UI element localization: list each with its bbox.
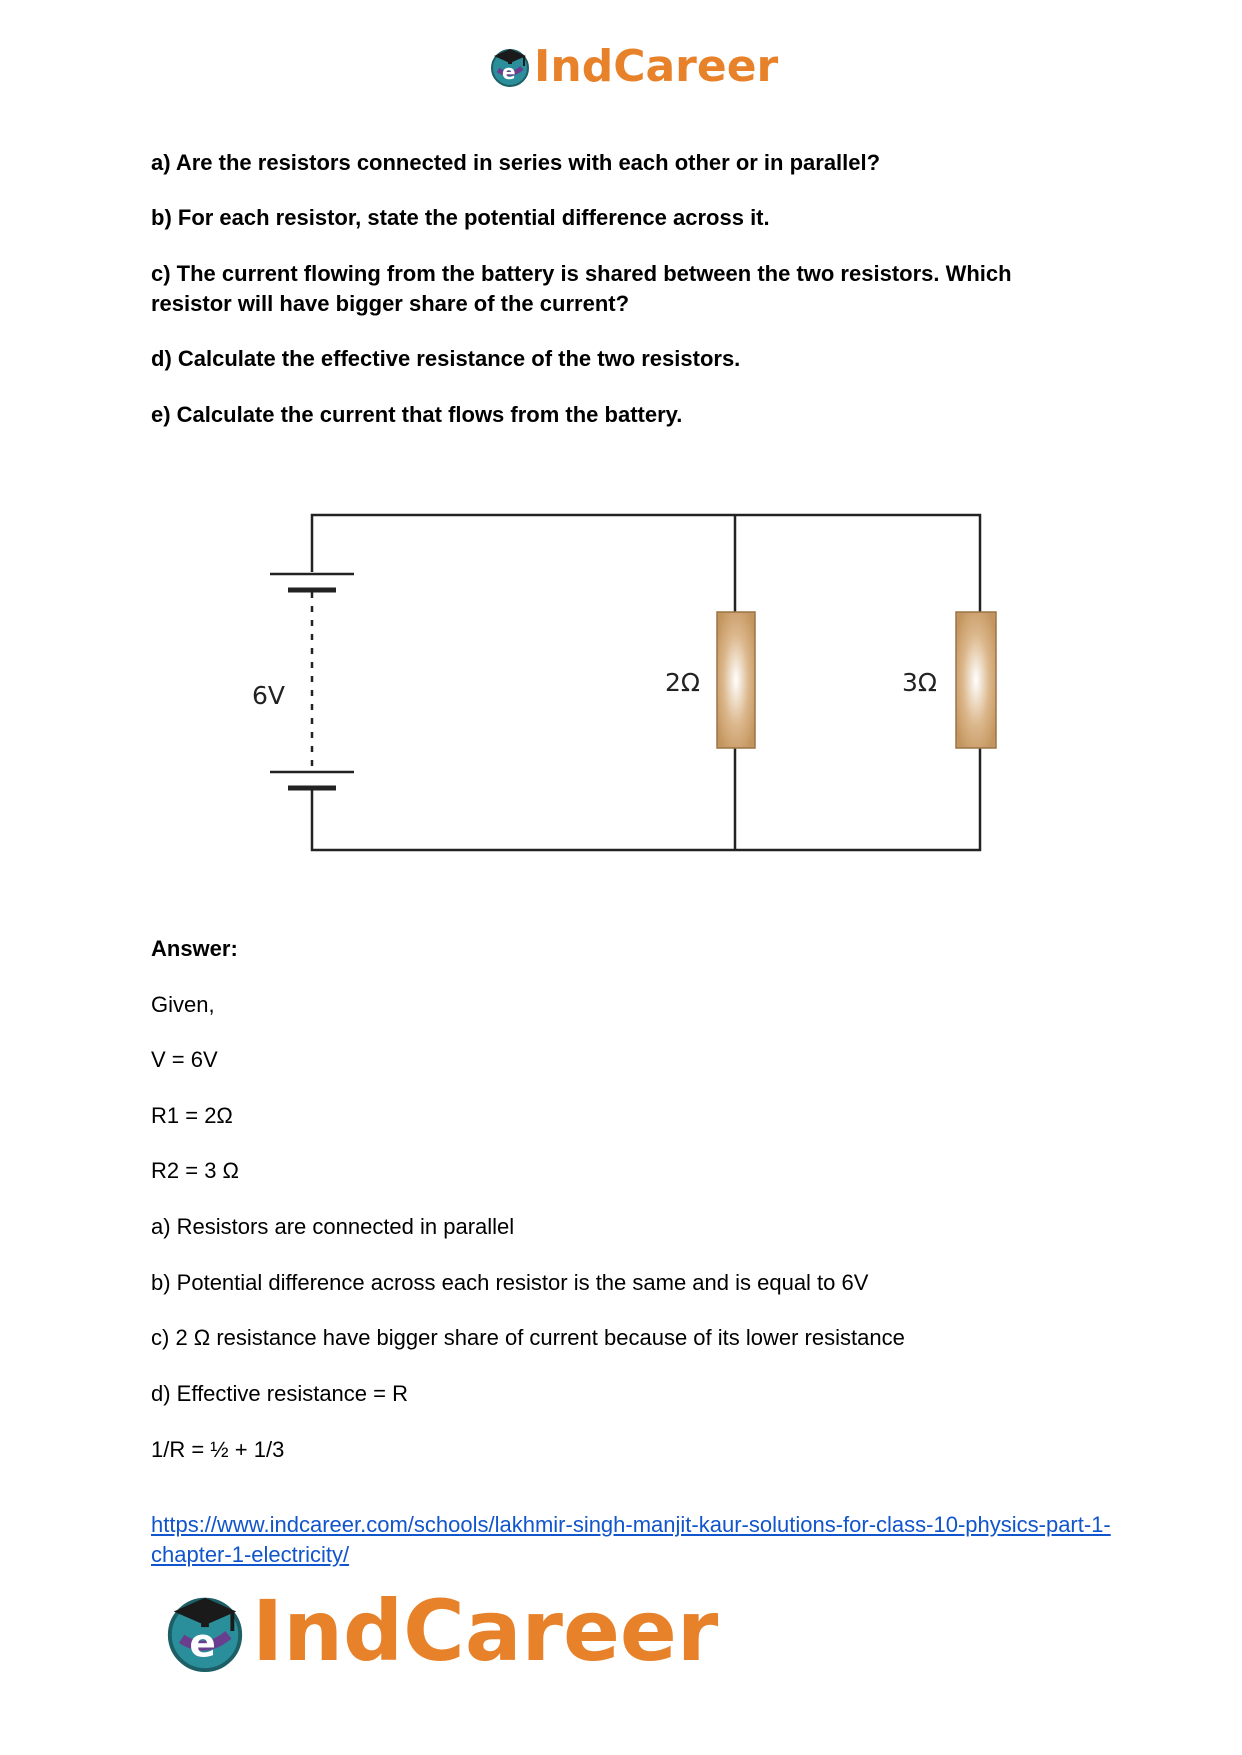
footer-logo-text: IndCareer — [252, 1582, 719, 1680]
answer-heading: Answer: — [151, 936, 238, 961]
svg-text:e: e — [189, 1621, 216, 1667]
graduation-globe-icon — [162, 1588, 248, 1674]
svg-text:e: e — [502, 60, 516, 84]
answer-a: a) Resistors are connected in parallel — [151, 1214, 515, 1239]
graduation-globe-icon — [488, 44, 532, 88]
answer-d: d) Effective resistance = R — [151, 1381, 408, 1406]
resistor-3-ohm — [956, 612, 996, 748]
source-link[interactable]: https://www.indcareer.com/schools/lakhmir-singh-manjit-kaur-solutions-for-class-10-physics-part-1-chapter-1-electricity/ — [151, 1512, 1111, 1567]
question-d: d) Calculate the effective resistance of the two resistors. — [151, 346, 741, 371]
footer-logo — [162, 1583, 718, 1679]
question-c: c) The current flowing from the battery is shared between the two resistors. Which resistor will have bigger share of the current? — [151, 261, 1012, 316]
answer-b: b) Potential difference across each resistor is the same and is equal to 6V — [151, 1270, 869, 1295]
resistor-2-ohm-label: 2Ω — [665, 668, 701, 697]
header-logo-text: IndCareer — [534, 40, 779, 92]
question-e: e) Calculate the current that flows from the battery. — [151, 402, 683, 427]
resistor-2-ohm — [717, 612, 755, 748]
header-logo — [488, 38, 778, 94]
answer-c: c) 2 Ω resistance have bigger share of current because of its lower resistance — [151, 1325, 905, 1350]
answer-given: Given, — [151, 992, 215, 1017]
circuit-wires — [312, 515, 980, 850]
question-a: a) Are the resistors connected in series with each other or in parallel? — [151, 150, 881, 175]
answer-voltage: V = 6V — [151, 1047, 218, 1072]
answer-r2: R2 = 3 Ω — [151, 1158, 239, 1183]
circuit-diagram — [250, 500, 1010, 870]
answer-formula: 1/R = ½ + 1/3 — [151, 1437, 285, 1462]
question-b: b) For each resistor, state the potential difference across it. — [151, 205, 770, 230]
resistor-3-ohm-label: 3Ω — [902, 668, 938, 697]
answer-r1: R1 = 2Ω — [151, 1103, 233, 1128]
battery-voltage-label: 6V — [252, 681, 286, 710]
